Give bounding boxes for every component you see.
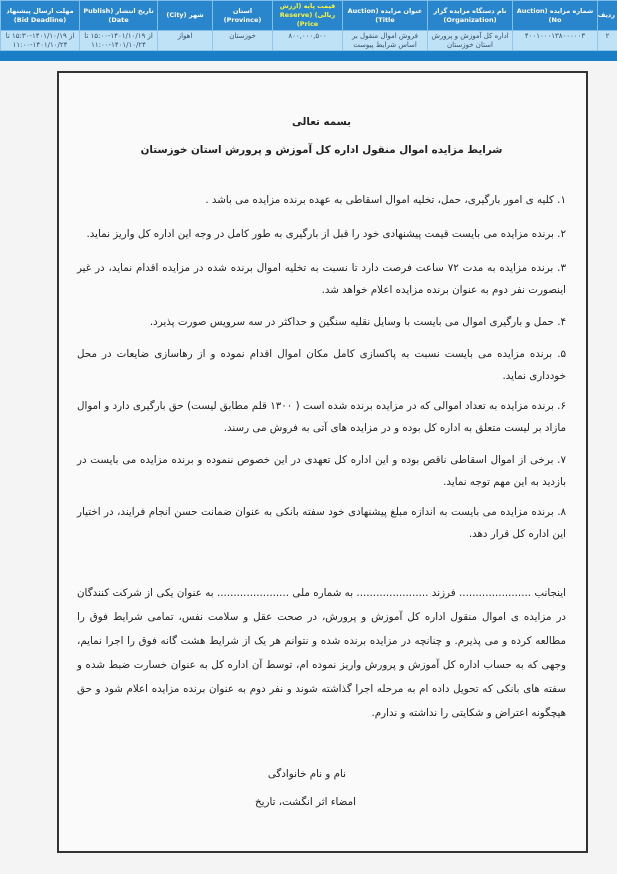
cell-publish: از ۱۴۰۱/۱۰/۱۹-۱۵:۰۰ تا ۱۴۰۱/۱۰/۲۴-۱۱:۰۰ bbox=[80, 31, 158, 51]
doc-heading: بسمه تعالی bbox=[292, 116, 351, 128]
table-row[interactable] bbox=[1, 31, 617, 51]
doc-item-4: ۴. حمل و بارگیری اموال می بایست با وسایل نقلیه سنگین و حداکثر در سه سرویس صورت پذیرد. bbox=[149, 316, 566, 328]
col-index: ردیف bbox=[598, 1, 617, 31]
doc-item-1: ۱. کلیه ی امور بارگیری، حمل، تخلیه اموال اسقاطی به عهده برنده مزایده می باشد . bbox=[205, 194, 566, 206]
cell-auction-no[interactable]: ۴۰۰۱۰۰۰۱۳۸۰۰۰۰۰۳ bbox=[513, 31, 598, 51]
scanned-document bbox=[57, 71, 588, 853]
col-publish: تاریخ انتشار (Publish Date) bbox=[80, 1, 158, 31]
cell-title[interactable]: فروش اموال منقول بر اساس شرایط پیوست bbox=[343, 31, 428, 51]
cell-city: اهواز bbox=[158, 31, 213, 51]
col-province: استان (Province) bbox=[213, 1, 273, 31]
doc-item-5: ۵. برنده مزایده می بایست نسبت به پاکسازی کامل مکان اموال اقدام نموده و از رهاسازی ضایعات در محل خودداری نماید. bbox=[77, 348, 566, 382]
doc-declaration: اینجانب ...................... فرزند ...................... به شماره ملی ...................... به عنوان یکی از شرکت کنندگان در مزایده ی اموال منقول اداره کل آموزش و پرورش، در صحت عقل و سلامت نفس، تمامی شرایط فوق را مطالعه کرده و می پذیرم. و چنانچه در مزایده برنده شده و نتوانم هر یک از شرایط هشت گانه فوق را اجرا نمایم، وجهی که به حساب اداره کل آموزش و پرورش واریز نموده ام، توسط آن اداره کل به عنوان خسارت ضبط شده و سفته های بانکی که تحویل داده ام به مرحله اجرا گذاشته شوند و نفر دوم به عنوان برنده مزایده اعلام شود و حق هیچگونه اعتراض و شکایتی را نداشته و ندارم. bbox=[77, 587, 566, 719]
col-auction-no: شماره مزایده (Auction No) bbox=[513, 1, 598, 31]
auction-table bbox=[0, 0, 617, 51]
col-city: شهر (City) bbox=[158, 1, 213, 31]
cell-deadline: از ۱۴۰۱/۱۰/۱۹-۱۵:۳۰ تا ۱۴۰۱/۱۰/۲۴-۱۱:۰۰ bbox=[1, 31, 80, 51]
col-deadline: مهلت ارسال پیشنهاد (Bid Deadline) bbox=[1, 1, 80, 31]
doc-title: شرایط مزایده اموال منقول اداره کل آموزش و پرورش استان خوزستان bbox=[140, 144, 503, 156]
doc-item-2: ۲. برنده مزایده می بایست قیمت پیشنهادی خود را قبل از بارگیری به طور کامل در وجه این اداره کل واریز نماید. bbox=[86, 228, 566, 240]
doc-item-8: ۸. برنده مزایده می بایست به اندازه مبلغ پیشنهادی خود سفته بانکی به عنوان ضمانت حسن انجام فرایند، در اختیار این اداره کل قرار دهد. bbox=[77, 506, 566, 540]
signature-label: امضاء اثر انگشت، تاریخ bbox=[254, 796, 356, 808]
col-title: عنوان مزایده (Auction Title) bbox=[343, 1, 428, 31]
doc-item-3: ۳. برنده مزایده به مدت ۷۲ ساعت فرصت دارد تا نسبت به تخلیه اموال برنده شده در مزایده اقدام نماید، در غیر اینصورت نفر دوم به عنوان برنده مزایده اعلام خواهد شد. bbox=[77, 262, 566, 296]
doc-item-6: ۶. برنده مزایده به تعداد اموالی که در مزایده برنده شده است ( ۱۳۰۰ قلم مطابق لیست) حق بارگیری دارد و اموال مازاد بر لیست متعلق به اداره کل بوده و در مزایده های آتی به فروش می رسند. bbox=[77, 400, 566, 434]
doc-item-7: ۷. برخی از اموال اسقاطی ناقص بوده و این اداره کل تعهدی در این خصوص ننموده و برنده مزایده می بایست در بازدید به این مهم توجه نماید. bbox=[77, 454, 566, 488]
table-footer-bar bbox=[0, 51, 617, 61]
cell-price: ۸۰۰,۰۰۰,۵۰۰ bbox=[273, 31, 343, 51]
auction-table-header bbox=[0, 0, 617, 61]
cell-index: ۲ bbox=[598, 31, 617, 51]
col-organization: نام دستگاه مزایده گزار (Organization) bbox=[428, 1, 513, 31]
col-price: قیمت پایه (ارزش ریالی) (Reserve Price) bbox=[273, 1, 343, 31]
cell-province: خوزستان bbox=[213, 31, 273, 51]
name-label: نام و نام خانوادگی bbox=[267, 768, 346, 780]
cell-organization: اداره کل آموزش و پرورش استان خوزستان bbox=[428, 31, 513, 51]
